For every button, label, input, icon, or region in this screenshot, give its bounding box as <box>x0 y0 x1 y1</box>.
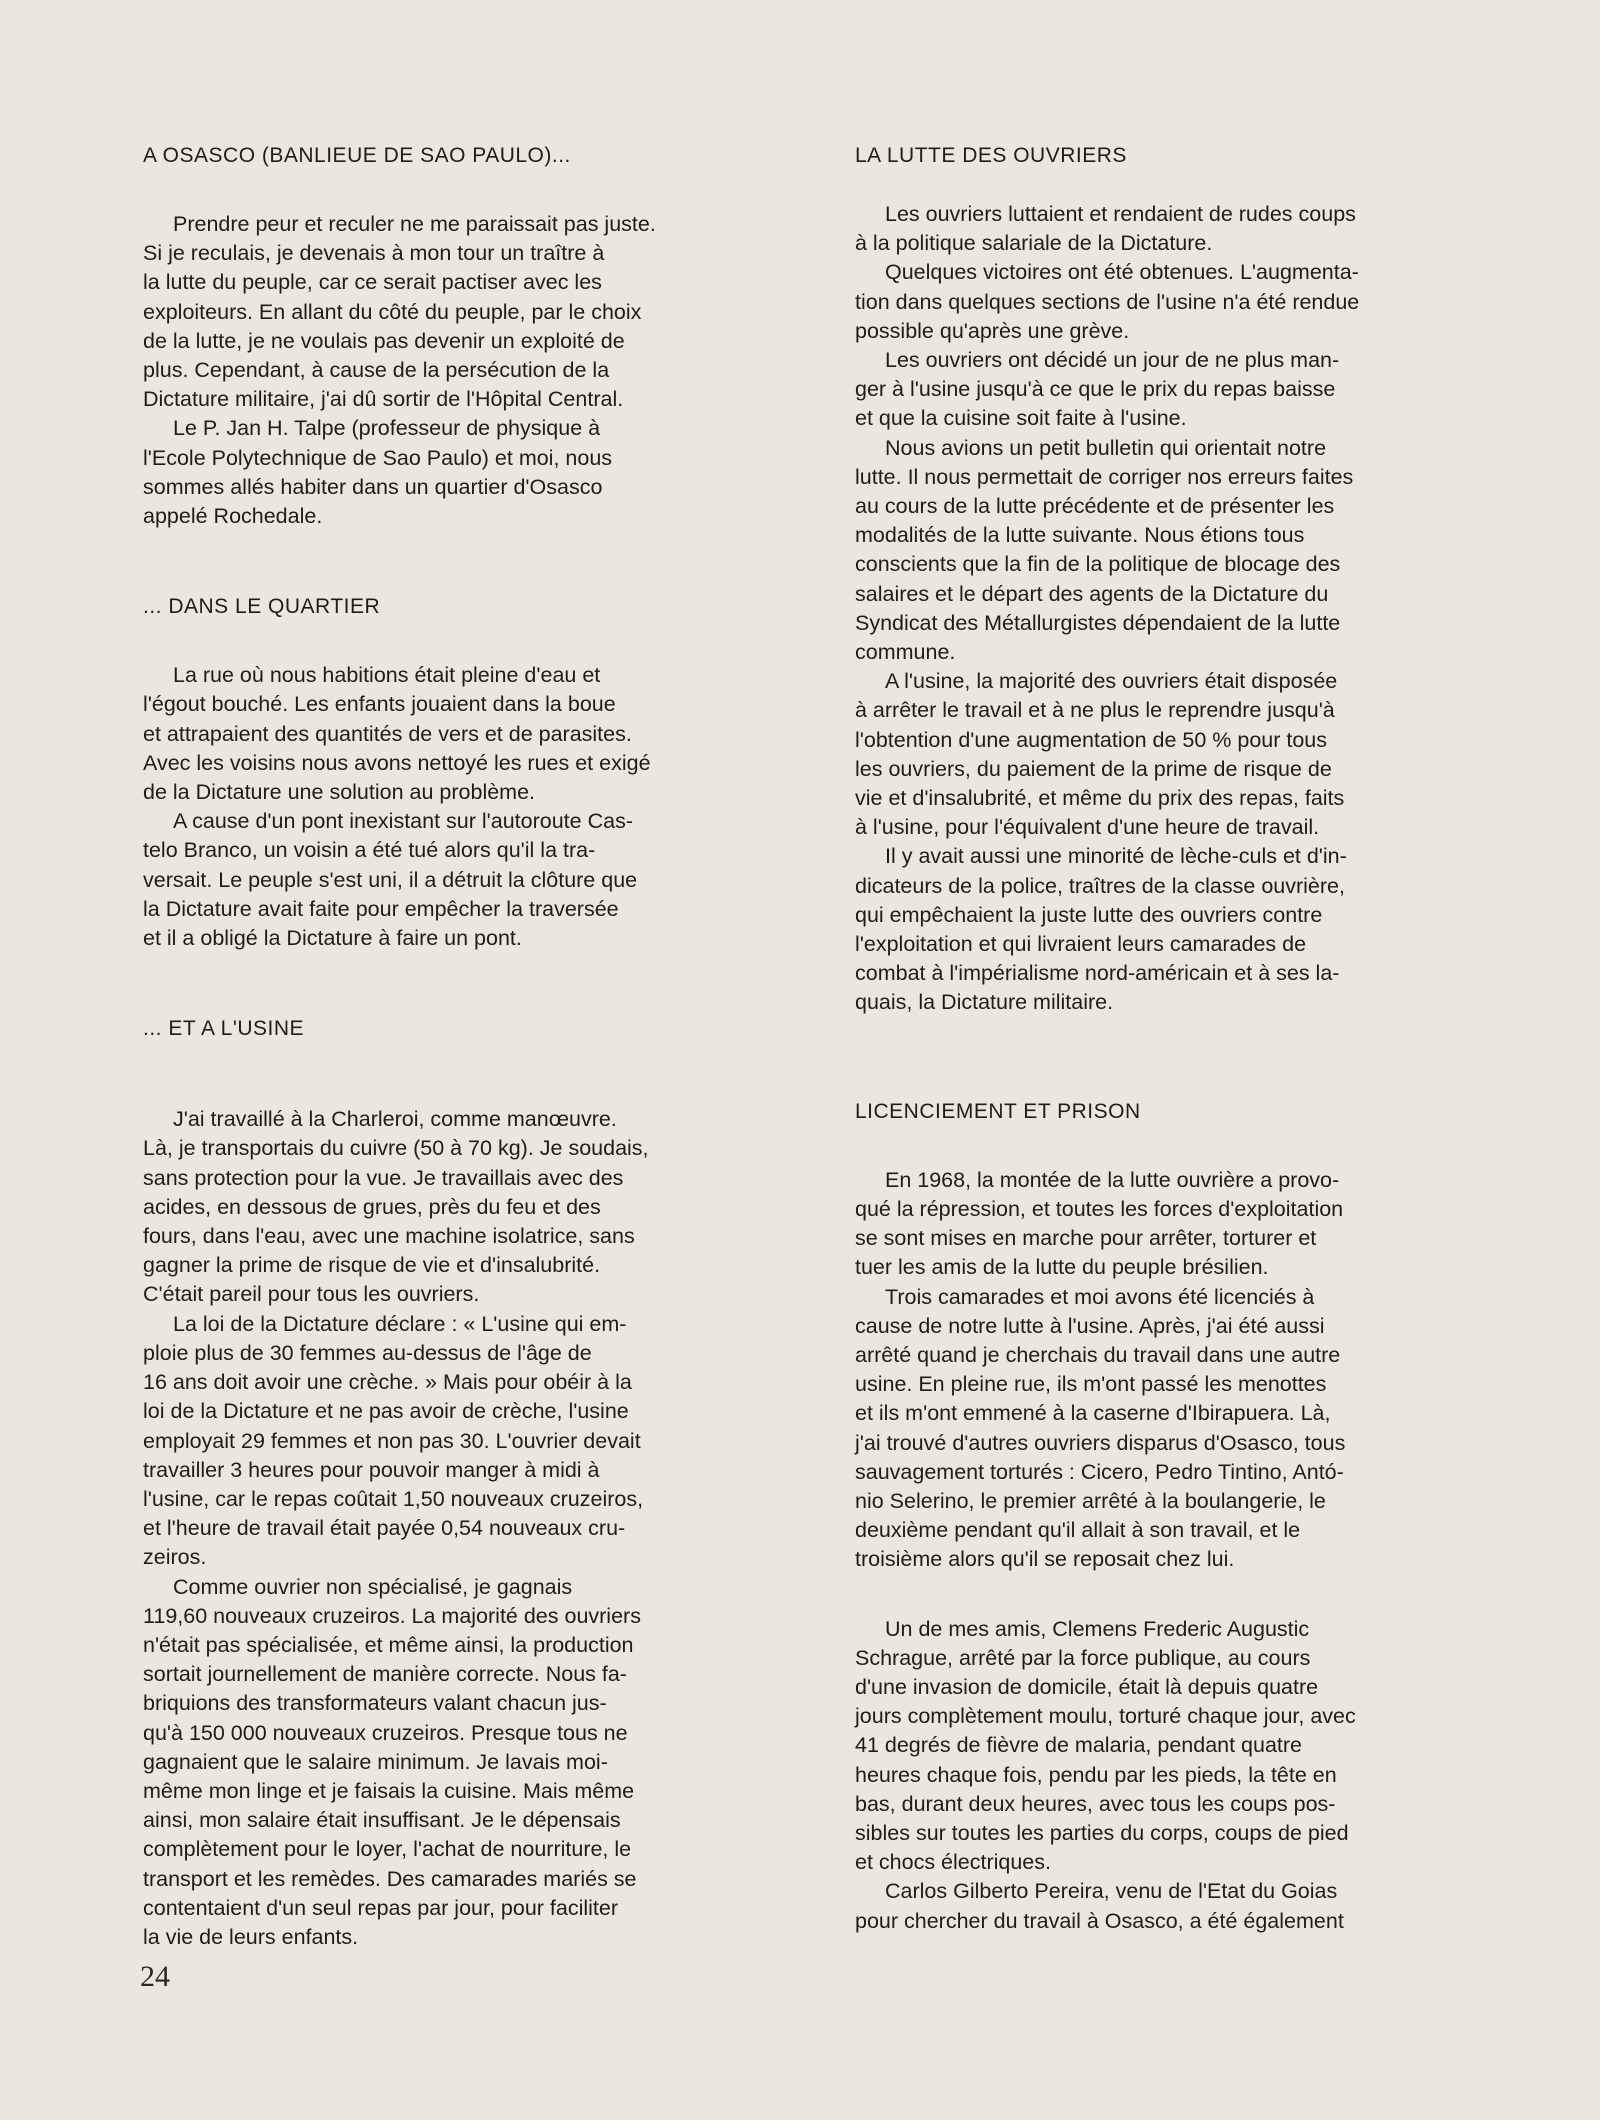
paragraph: La loi de la Dictature déclare : « L'usine qui em- ploie plus de 30 femmes au-dessus de l'âge de 16 ans doit avoir une crèche. » Mais pour obéir à la loi de la Dictature et ne pas avoir de crèche, l'usine employait 29 femmes et non pas 30. L'ouvrier devait travailler 3 heures pour pouvoir manger à midi à l'usine, car le repas coûtait 1,50 nouveaux cruzeiros, et l'heure de travail était payée 0,54 nouveaux cru- zeiros. <box>143 1311 644 1570</box>
paragraph: Les ouvriers ont décidé un jour de ne plus man- ger à l'usine jusqu'à ce que le prix du repas baisse et que la cuisine soit faite à l'usine. <box>855 348 1340 431</box>
paragraph: La rue où nous habitions était pleine d'eau et l'égout bouché. Les enfants jouaient dans la boue et attrapaient des quantités de vers et de parasites. Avec les voisins nous avons nettoyé les rues et exigé de la Dictature une solution au problème. <box>143 663 651 805</box>
paragraph: Le P. Jan H. Talpe (professeur de physique à l'Ecole Polytechnique de Sao Paulo) et moi, nous sommes allés habiter dans un quartier d'Osasco appelé Rochedale. <box>143 416 613 529</box>
paragraph: Trois camarades et moi avons été licenciés à cause de notre lutte à l'usine. Après, j'ai été aussi arrêté quand je cherchais du travail dans une autre usine. En pleine rue, ils m'ont passé les menottes et ils m'ont emmené à la caserne d'Ibirapuera. Là, j'ai trouvé d'autres ouvriers disparus d'Osasco, tous sauvagement torturés : Cicero, Pedro Tintino, Antó- nio Selerino, le premier arrêté à la boulangerie, le deuxième pendant qu'il allait à son travail, et le troisième alors qu'il se reposait chez lui. <box>855 1284 1346 1572</box>
paragraph: Nous avions un petit bulletin qui orientait notre lutte. Il nous permettait de corriger nos erreurs faites au cours de la lutte précédente et de présenter les modalités de la lutte suivante. Nous étions tous conscients que la fin de la politique de blocage des salaires et le départ des agents de la Dictature du Syndicat des Métallurgistes dépendaient de la lutte commune. <box>855 435 1354 665</box>
paragraph: A l'usine, la majorité des ouvriers était disposée à arrêter le travail et à ne plus le reprendre jusqu'à l'obtention d'une augmentation de 50 % pour tous les ouvriers, du paiement de la prime de risque de vie et d'insalubrité, et même du prix des repas, faits à l'usine, pour l'équivalent d'une heure de travail. <box>855 669 1345 840</box>
right-column <box>855 142 1495 1936</box>
paragraph: En 1968, la montée de la lutte ouvrière a provo- qué la répression, et toutes les forces d'exploitation se sont mises en marche pour arrêter, torturer et tuer les amis de la lutte du peuple brésilien. <box>855 1167 1344 1280</box>
section-heading-quartier: ... DANS LE QUARTIER <box>143 595 381 619</box>
paragraph: Prendre peur et reculer ne me paraissait pas juste. Si je reculais, je devenais à mon tour un traître à la lutte du peuple, car ce serait pactiser avec les exploiteurs. En allant du côté du peuple, par le choix de la lutte, je ne voulais pas devenir un exploité de plus. Cependant, à cause de la persécution de la Dictature militaire, j'ai dû sortir de l'Hôpital Central. <box>143 212 656 412</box>
paragraph: J'ai travaillé à la Charleroi, comme manœuvre. Là, je transportais du cuivre (50 à 70 kg). Je soudais, sans protection pour la vue. Je travaillais avec des acides, en dessous de grues, près du feu et des fours, dans l'eau, avec une machine isolatrice, sans gagner la prime de risque de vie et d'insalubrité. C'était pareil pour tous les ouvriers. <box>143 1107 649 1307</box>
left-column <box>143 142 783 1952</box>
section-heading-osasco: A OSASCO (BANLIEUE DE SAO PAULO)... <box>143 144 571 167</box>
paragraph: A cause d'un pont inexistant sur l'autoroute Cas- telo Branco, un voisin a été tué alors qu'il la tra- versait. Le peuple s'est uni, il a détruit la clôture que la Dictature avait faite pour empêcher la traversée et il a obligé la Dictature à faire un pont. <box>143 809 638 951</box>
section-heading-lutte: LA LUTTE DES OUVRIERS <box>855 144 1127 167</box>
section-heading-usine: ... ET A L'USINE <box>143 1017 305 1041</box>
paragraph: Comme ouvrier non spécialisé, je gagnais 119,60 nouveaux cruzeiros. La majorité des ouvriers n'était pas spécialisée, et même ainsi, la production sortait journellement de manière correcte. Nous fa- briquions des transformateurs valant chacun jus- qu'à 150 000 nouveaux cruzeiros. Presque tous ne gagnaient que le salaire minimum. Je lavais moi- même mon linge et je faisais la cuisine. Mais même ainsi, mon salaire était insuffisant. Je le dépensais complètement pour le loyer, l'achat de nourriture, le transport et les remèdes. Des camarades mariés se contentaient d'un seul repas par jour, pour faciliter la vie de leurs enfants. <box>143 1574 641 1949</box>
paragraph: Il y avait aussi une minorité de lèche-culs et d'in- dicateurs de la police, traîtres de la classe ouvrière, qui empêchaient la juste lutte des ouvriers contre l'exploitation et qui livraient leurs camarades de combat à l'impérialisme nord-américain et à ses la- quais, la Dictature militaire. <box>855 844 1347 1015</box>
section-heading-licenciement: LICENCIEMENT ET PRISON <box>855 1099 1141 1123</box>
paragraph: Quelques victoires ont été obtenues. L'augmenta- tion dans quelques sections de l'usine n'a été rendue possible qu'après une grève. <box>855 260 1360 343</box>
paragraph: Carlos Gilberto Pereira, venu de l'Etat du Goias pour chercher du travail à Osasco, a été également <box>855 1879 1344 1933</box>
paragraph: Les ouvriers luttaient et rendaient de rudes coups à la politique salariale de la Dictature. <box>855 202 1356 256</box>
page-number: 24 <box>140 1960 170 1993</box>
paragraph: Un de mes amis, Clemens Frederic Augustic Schrague, arrêté par la force publique, au cours d'une invasion de domicile, était là depuis quatre jours complètement moulu, torturé chaque jour, avec 41 degrés de fièvre de malaria, pendant quatre heures chaque fois, pendu par les pieds, la tête en bas, durant deux heures, avec tous les coups pos- sibles sur toutes les parties du corps, coups de pied et chocs électriques. <box>855 1616 1356 1875</box>
